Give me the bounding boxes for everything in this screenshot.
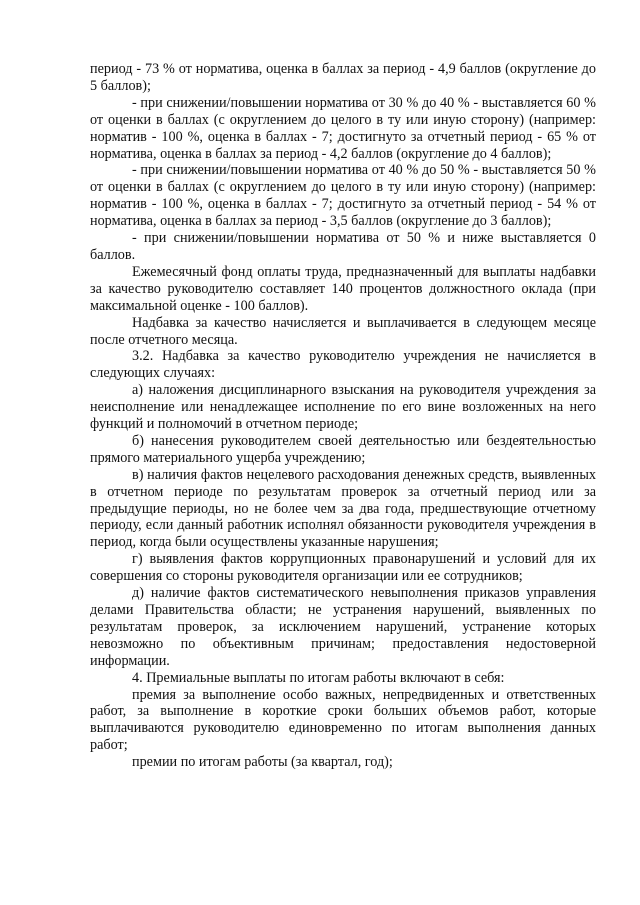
paragraph-3: - при снижении/повышении норматива от 40 % до 50 % - выставляется 50 % от оценки в баллах (с округлением до целого в ту или иную сторону) (например: норматив - 100 %, оценка в баллах - 7; достигнуто за отчетный период - 54 % от норматива, оценка в баллах за период - 3,5 баллов (округление до 3 баллов); [90,162,596,230]
paragraph-5: Ежемесячный фонд оплаты труда, предназначенный для выплаты надбавки за качество руководителю составляет 140 процентов должностного оклада (при максимальной оценке - 100 баллов). [90,263,596,314]
paragraph-14: премия за выполнение особо важных, непредвиденных и ответственных работ, за выполнение в короткие сроки больших объемов работ, которые выплачиваются руководителю единовременно по итогам выполнения данных работ; [90,686,596,754]
paragraph-13: 4. Премиальные выплаты по итогам работы включают в себя: [132,669,505,686]
paragraph-10: в) наличия фактов нецелевого расходования денежных средств, выявленных в отчетном периоде по результатам проверок за отчетный период или за предыдущие периоды, но не более чем за два года, предшествующие отчетному периоду, если данный работник исполнял обязанности руководителя учреждения в период, когда были осуществлены указанные нарушения; [90,466,596,551]
paragraph-15: премии по итогам работы (за квартал, год); [132,754,393,771]
paragraph-6: Надбавка за качество начисляется и выплачивается в следующем месяце после отчетного месяца. [90,314,596,348]
paragraph-12: д) наличие фактов систематического невыполнения приказов управления делами Правительства области; не устранения нарушений, выявленных по результатам проверок, за исключением нарушений, устранение которых невозможно по объективным причинам; предоставления недостоверной информации. [90,585,596,669]
paragraph-8: а) наложения дисциплинарного взыскания на руководителя учреждения за неисполнение или ненадлежащее исполнение по его вине возложенных на него функций и полномочий в отчетном периоде; [90,382,596,433]
document-page [90,61,596,771]
paragraph-11: г) выявления фактов коррупционных правонарушений и условий для их совершения со стороны руководителя организации или ее сотрудников; [90,551,596,585]
paragraph-4: - при снижении/повышении норматива от 50 % и ниже выставляется 0 баллов. [90,230,596,263]
paragraph-7: 3.2. Надбавка за качество руководителю учреждения не начисляется в следующих случаях: [90,348,596,382]
paragraph-1: период - 73 % от норматива, оценка в баллах за период - 4,9 баллов (округление до 5 баллов); [90,61,596,94]
paragraph-2: - при снижении/повышении норматива от 30 % до 40 % - выставляется 60 % от оценки в баллах (с округлением до целого в ту или иную сторону) (например: норматив - 100 %, оценка в баллах - 7; достигнуто за отчетный период - 65 % от норматива, оценка в баллах за период - 4,2 баллов (округление до 4 баллов); [90,94,596,162]
paragraph-9: б) нанесения руководителем своей деятельностью или бездеятельностью прямого материального ущерба учреждению; [90,432,596,466]
